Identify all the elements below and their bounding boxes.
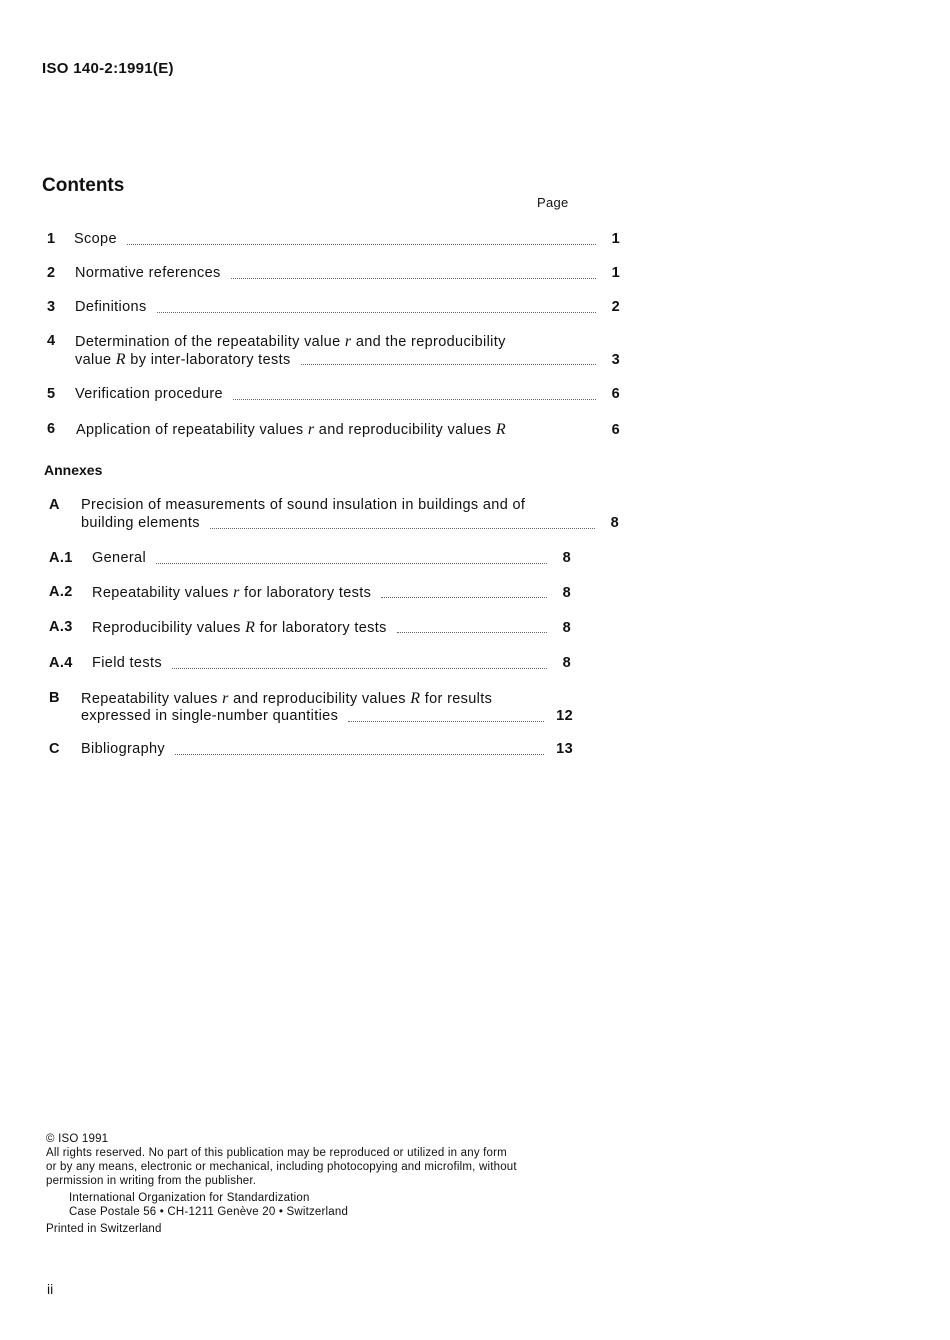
toc-entry-2[interactable] <box>47 265 620 283</box>
toc-entry-number: A.1 <box>49 550 73 566</box>
toc-entry-title: Verification procedure <box>75 386 223 402</box>
toc-entry-title-part: Repeatability values <box>81 691 223 707</box>
toc-entry-page: 1 <box>611 231 620 247</box>
document-id: ISO 140-2:1991(E) <box>42 60 174 77</box>
toc-entry-page: 2 <box>611 299 620 315</box>
toc-entry-page: 8 <box>562 655 571 671</box>
toc-annex-b[interactable] <box>49 690 573 726</box>
rights-text: or by any means, electronic or mechanical, including photocopying and microfilm, without <box>46 1161 517 1173</box>
toc-entry-title-part: for results <box>420 691 493 707</box>
toc-entry-title-part: by inter-laboratory tests <box>125 352 291 368</box>
dot-leader <box>210 527 595 529</box>
toc-entry-title: Bibliography <box>81 741 165 757</box>
variable-R: R <box>115 351 126 368</box>
organization-address: Case Postale 56 • CH-1211 Genève 20 • Switzerland <box>69 1206 349 1218</box>
toc-entry-title: General <box>92 550 147 566</box>
variable-r: r <box>233 584 240 601</box>
toc-annex-a3[interactable] <box>49 619 571 637</box>
toc-entry-number: A.4 <box>49 655 73 671</box>
toc-entry-page: 12 <box>556 708 573 724</box>
toc-entry-title-line: building elements <box>81 515 200 531</box>
dot-leader <box>397 631 547 633</box>
toc-entry-page: 8 <box>562 585 571 601</box>
variable-r: r <box>344 333 352 350</box>
toc-entry-6[interactable] <box>47 421 620 439</box>
dot-leader <box>381 596 547 598</box>
printed-in: Printed in Switzerland <box>46 1223 162 1235</box>
toc-entry-page: 13 <box>556 741 573 757</box>
dot-leader <box>231 277 596 279</box>
variable-R: R <box>410 690 421 707</box>
copyright-line: © ISO 1991 <box>46 1133 109 1145</box>
toc-entry-3[interactable] <box>47 299 620 317</box>
variable-r: r <box>222 690 229 707</box>
toc-entry-5[interactable] <box>47 386 620 404</box>
toc-entry-page: 8 <box>562 620 571 636</box>
toc-entry-title-line: expressed in single-number quantities <box>81 708 339 724</box>
toc-entry-1[interactable] <box>47 231 620 249</box>
dot-leader <box>233 398 596 400</box>
variable-R: R <box>245 619 256 636</box>
dot-leader <box>301 363 596 365</box>
toc-entry-title-part: Determination of the repeatability value <box>75 334 345 350</box>
toc-entry-title-part: and reproducibility values <box>314 422 496 438</box>
toc-entry-number: C <box>49 741 60 757</box>
toc-entry-page: 8 <box>610 515 619 531</box>
toc-entry-title: Normative references <box>75 265 221 281</box>
annexes-heading: Annexes <box>44 462 103 478</box>
toc-entry-page: 8 <box>562 550 571 566</box>
toc-entry-number: 5 <box>47 386 56 402</box>
toc-entry-page: 1 <box>611 265 620 281</box>
toc-entry-number: 3 <box>47 299 56 315</box>
dot-leader <box>156 562 547 564</box>
toc-entry-page: 6 <box>611 386 620 402</box>
toc-entry-title-part: Repeatability values <box>92 585 234 601</box>
toc-entry-title: Definitions <box>75 299 147 315</box>
toc-annex-a4[interactable] <box>49 655 571 673</box>
toc-annex-c[interactable] <box>49 741 573 759</box>
toc-entry-number: B <box>49 690 60 706</box>
toc-entry-number: 4 <box>47 333 56 349</box>
toc-entry-title-part: and the reproducibility <box>351 334 506 350</box>
toc-entry-number: 1 <box>47 231 56 247</box>
toc-entry-number: A.3 <box>49 619 73 635</box>
organization-name: International Organization for Standardization <box>69 1192 310 1204</box>
contents-heading: Contents <box>42 175 125 196</box>
variable-r: r <box>307 421 315 438</box>
toc-entry-title: Field tests <box>92 655 162 671</box>
page-column-label: Page <box>537 195 569 210</box>
toc-entry-title-part: for laboratory tests <box>255 620 387 636</box>
dot-leader <box>127 243 596 245</box>
dot-leader <box>172 667 547 669</box>
toc-entry-title-part: and reproducibility values <box>228 691 411 707</box>
toc-annex-a2[interactable] <box>49 584 571 602</box>
variable-R: R <box>495 421 507 438</box>
toc-entry-number: 6 <box>47 421 56 437</box>
page-number: ii <box>47 1281 54 1297</box>
dot-leader <box>157 311 596 313</box>
toc-entry-number: A.2 <box>49 584 73 600</box>
toc-entry-page: 3 <box>611 352 620 368</box>
dot-leader <box>348 720 544 722</box>
toc-entry-4[interactable] <box>47 333 620 369</box>
toc-entry-title: Scope <box>74 231 117 247</box>
toc-annex-a1[interactable] <box>49 550 571 568</box>
dot-leader <box>175 753 544 755</box>
toc-entry-number: 2 <box>47 265 56 281</box>
toc-entry-title-part: value <box>75 352 116 368</box>
copyright-notice <box>46 1132 517 1236</box>
toc-entry-title-part: Reproducibility values <box>92 620 246 636</box>
toc-annex-a[interactable] <box>49 497 620 533</box>
rights-text: permission in writing from the publisher. <box>46 1175 257 1187</box>
toc-entry-title-line: Precision of measurements of sound insulation in buildings and of <box>81 497 526 513</box>
toc-entry-title-part: Application of repeatability values <box>76 422 308 438</box>
toc-entry-number: A <box>49 497 60 513</box>
toc-entry-page: 6 <box>611 422 620 438</box>
rights-text: All rights reserved. No part of this publication may be reproduced or utilized in any form <box>46 1147 507 1159</box>
toc-entry-title-part: for laboratory tests <box>239 585 372 601</box>
